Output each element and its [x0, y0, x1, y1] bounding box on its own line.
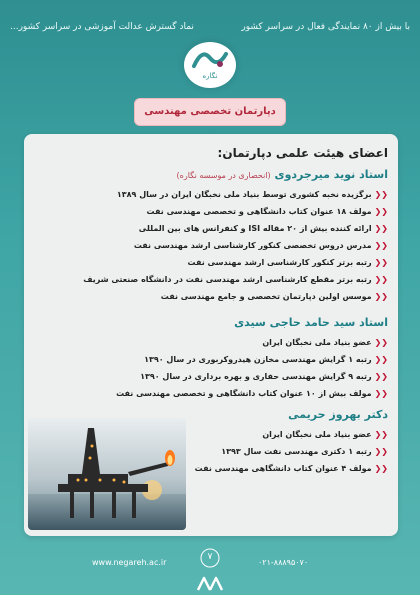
member-achievements	[36, 334, 388, 402]
oil-rig-illustration	[28, 418, 186, 530]
double-chevron-left-icon: ❮❮	[374, 464, 388, 473]
header-bar	[0, 0, 420, 42]
double-chevron-left-icon: ❮❮	[374, 190, 388, 199]
double-chevron-left-icon: ❮❮	[374, 275, 388, 284]
double-chevron-left-icon: ❮❮	[374, 207, 388, 216]
list-item-text: رتبه ۱ دکتری مهندسی نفت سال ۱۳۹۳	[221, 447, 372, 456]
oil-rig-photo	[28, 418, 186, 530]
list-item	[36, 334, 388, 351]
double-chevron-left-icon: ❮❮	[374, 224, 388, 233]
double-chevron-left-icon: ❮❮	[374, 355, 388, 364]
double-chevron-left-icon: ❮❮	[374, 430, 388, 439]
list-item-text: مولف بیش از ۱۰ عنوان کتاب دانشگاهی و تخصصی مهندسی نفت	[116, 389, 372, 398]
member-name	[234, 316, 388, 329]
member-name-text: دکتر بهروز حریمی	[288, 408, 388, 421]
department-title: دپارتمان تخصصی مهندسی	[134, 98, 286, 126]
faculty-heading: اعضای هیئت علمی دپارتمان:	[217, 146, 388, 160]
negareh-logo-icon	[190, 46, 230, 72]
list-item	[36, 220, 388, 237]
list-item-text: رتبه ۹ گرایش مهندسی حفاری و بهره برداری در سال ۱۳۹۰	[140, 372, 372, 381]
double-chevron-left-icon: ❮❮	[374, 389, 388, 398]
footer-website[interactable]: www.negareh.ac.ir	[92, 558, 167, 567]
double-chevron-left-icon: ❮❮	[374, 292, 388, 301]
page-number: ۷	[207, 552, 213, 562]
list-item	[36, 288, 388, 305]
double-chevron-left-icon: ❮❮	[374, 447, 388, 456]
faculty-card	[24, 134, 398, 536]
list-item	[36, 368, 388, 385]
negareh-small-logo-icon	[196, 572, 224, 594]
list-item-text: برگزیده نخبه کشوری توسط بنیاد ملی نخبگان ایران در سال ۱۳۸۹	[116, 190, 372, 199]
list-item-text: رتبه ۱ گرایش مهندسی مخازن هیدروکربوری در سال ۱۳۹۰	[144, 355, 372, 364]
list-item	[36, 237, 388, 254]
member-name	[288, 408, 388, 421]
negareh-logo	[184, 42, 236, 88]
list-item-text: عضو بنیاد ملی نخبگان ایران	[262, 338, 372, 347]
list-item-text: مدرس دروس تخصصی کنکور کارشناسی ارشد مهندسی نفت	[133, 241, 372, 250]
double-chevron-left-icon: ❮❮	[374, 241, 388, 250]
member-name	[177, 168, 388, 181]
list-item	[36, 254, 388, 271]
footer-bar	[0, 538, 420, 595]
header-left-text: نماد گسترش عدالت آموزشی در سراسر کشور...	[10, 22, 194, 32]
list-item-text: مولف ۱۸ عنوان کتاب دانشگاهی و تخصصی مهندسی نفت	[146, 207, 372, 216]
double-chevron-left-icon: ❮❮	[374, 258, 388, 267]
list-item-text: عضو بنیاد ملی نخبگان ایران	[262, 430, 372, 439]
double-chevron-left-icon: ❮❮	[374, 338, 388, 347]
list-item-text: رتبه برتر کنکور کارشناسی ارشد مهندسی نفت	[187, 258, 372, 267]
list-item-text: موسس اولین دپارتمان تخصصی و جامع مهندسی نفت	[160, 292, 372, 301]
footer-phone: ۰۲۱-۸۸۸۹۵۰۷۰	[258, 558, 309, 567]
list-item	[36, 385, 388, 402]
list-item-text: رتبه برتر مقطع کارشناسی ارشد مهندسی نفت در دانشگاه صنعتی شریف	[83, 275, 372, 284]
list-item	[36, 271, 388, 288]
member-name-text: استاد نوید میرجردوی	[274, 168, 388, 181]
member-achievements	[36, 186, 388, 305]
header-right-text: با بیش از ۸۰ نمایندگی فعال در سراسر کشور	[241, 22, 410, 32]
logo-text: نگاره	[202, 72, 218, 80]
list-item	[36, 203, 388, 220]
list-item	[36, 351, 388, 368]
list-item-text: ارائه کننده بیش از ۲۰ مقاله ISI و کنفرانس های بین المللی	[138, 224, 372, 233]
member-note: (انحصاری در موسسه نگاره)	[176, 171, 271, 180]
double-chevron-left-icon: ❮❮	[374, 372, 388, 381]
list-item	[36, 186, 388, 203]
member-name-text: استاد سید حامد حاجی سیدی	[234, 316, 388, 329]
list-item-text: مولف ۴ عنوان کتاب دانشگاهی مهندسی نفت	[194, 464, 372, 473]
